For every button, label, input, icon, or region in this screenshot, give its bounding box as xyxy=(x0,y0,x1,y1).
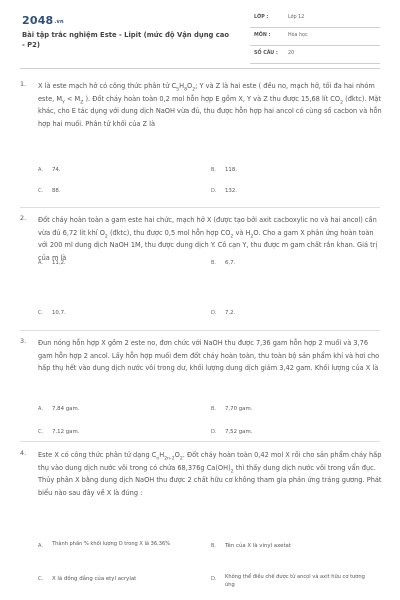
option-letter: B. xyxy=(211,260,217,266)
logo-tld: .vn xyxy=(54,19,64,25)
option-letter: C. xyxy=(38,188,44,194)
question-divider xyxy=(20,330,380,331)
question-divider xyxy=(20,207,380,208)
option-d[interactable] xyxy=(211,576,381,592)
option-text: Tên của X là vinyl axetat xyxy=(225,543,291,549)
document-title: Bài tập trắc nghiệm Este - Lipit (mức độ Vận dụng cao - P2) xyxy=(22,31,230,49)
question-text: Este X có công thức phân tử dạng $C_nH_{2n-2}O_2$. Đốt cháy hoàn toàn 0,42 mol X rồi cho sản phẩm cháy hấp thụ vào dung dịch nước vôi trong có chứa 68,376g $Ca(OH)_2$ thì thấy dung dịch nước vôi trong vẩn đục. Thủy phân X bằng dung dịch NaOH thu được 2 chất hữu cơ không tham gia phản ứng tráng gương. Phát biểu nào sau đây về X là đúng : xyxy=(38,451,382,497)
option-a[interactable] xyxy=(38,406,79,412)
option-text: 7,2. xyxy=(225,310,236,316)
option-text: 7,12 gam. xyxy=(52,429,80,435)
option-text: 11,2. xyxy=(52,260,66,266)
option-letter: C. xyxy=(38,310,44,316)
header-divider xyxy=(20,68,380,69)
option-text: 74. xyxy=(52,167,61,173)
meta-label: LỚP : xyxy=(254,15,269,20)
option-letter: A. xyxy=(38,543,43,549)
option-text: 7,52 gam. xyxy=(225,429,253,435)
option-d[interactable] xyxy=(211,310,235,316)
option-b[interactable] xyxy=(211,406,252,412)
meta-label: MÔN : xyxy=(254,33,271,38)
option-c[interactable] xyxy=(38,429,79,435)
option-text: 7,70 gam. xyxy=(225,406,253,412)
question-text: X là este mạch hở có công thức phân tử $C_5H_8O_2$; Y và Z là hai este ( đều no, mạch hở, tối đa hai nhóm este, $M_Y < M_Z$ ). Đốt cháy hoàn toàn 0,2 mol hỗn hợp E gồm X, Y và Z thu được 15,68 lít $CO_2$ (đktc). Mặt khác, cho E tác dụng với dung dịch NaOH vừa đủ, thu được hỗn hợp hai ancol có cùng số cacbon và hỗn hợp hai muối. Phân tử khối của Z là xyxy=(38,82,382,128)
question-number: 3. xyxy=(20,337,27,345)
meta-table xyxy=(250,10,380,64)
meta-value: Lớp 12 xyxy=(288,15,305,20)
question-text: Đun nóng hỗn hợp X gồm 2 este no, đơn chức với NaOH thu được 7,36 gam hỗn hợp 2 muối và 3,76 gam hỗn hợp 2 ancol. Lấy hỗn hợp muối đem đốt cháy hoàn toàn, thu toàn bộ sản phẩm khí và hơi cho hấp thụ hết vào dung dịch nước vôi trong dư, khối lượng dung dịch giảm 3,42 gam. Khối lượng của X là xyxy=(38,339,380,373)
option-letter: B. xyxy=(211,543,217,549)
meta-row-subject xyxy=(250,28,380,46)
option-letter: A. xyxy=(38,260,43,266)
option-a[interactable] xyxy=(38,260,66,266)
site-logo[interactable] xyxy=(22,14,64,27)
option-text: 88. xyxy=(52,188,61,194)
option-letter: D. xyxy=(211,310,217,316)
option-text: 10,7. xyxy=(52,310,66,316)
option-text: 132. xyxy=(225,188,238,194)
option-text: 6,7. xyxy=(225,260,236,266)
option-d[interactable] xyxy=(211,188,237,194)
option-text: X là đồng đẳng của etyl acrylat xyxy=(52,576,137,582)
option-letter: C. xyxy=(38,429,44,435)
option-letter: D. xyxy=(211,576,217,582)
option-text: 7,84 gam. xyxy=(52,406,80,412)
option-b[interactable] xyxy=(211,260,235,266)
question-text: Đốt cháy hoàn toàn a gam este hai chức, mạch hở X (được tạo bởi axit cacboxylic no và hai ancol) cần vừa đủ 6,72 lít khí $O_2$ (đktc), thu được 0,5 mol hỗn hợp $CO_2$ và $H_2O$. Cho a gam X phản ứng hoàn toàn với 200 ml dung dịch NaOH 1M, thu được dung dịch Y. Cô cạn Y, thu được m gam chất rắn khan. Giá trị của m là xyxy=(38,216,378,262)
option-a[interactable] xyxy=(38,543,203,559)
option-text: 118. xyxy=(225,167,238,173)
meta-label: SỐ CÂU : xyxy=(254,51,278,56)
question-number: 4. xyxy=(20,449,27,457)
meta-value: Hóa học xyxy=(288,33,308,38)
question-number: 1. xyxy=(20,80,27,88)
question-number: 2. xyxy=(20,214,27,222)
option-letter: A. xyxy=(38,167,43,173)
meta-value: 20 xyxy=(288,51,295,56)
question-divider xyxy=(20,441,380,442)
option-text: Thành phần % khối lượng O trong X là 36,36% xyxy=(52,541,171,547)
option-text: Không thể điều chế được từ ancol và axit hữu cơ tương ứng xyxy=(225,574,365,588)
page-header xyxy=(0,0,400,64)
option-c[interactable] xyxy=(38,310,66,316)
option-c[interactable] xyxy=(38,188,61,194)
option-b[interactable] xyxy=(211,543,291,549)
logo-text: 2048 xyxy=(22,14,54,27)
option-b[interactable] xyxy=(211,167,237,173)
option-c[interactable] xyxy=(38,576,136,582)
option-letter: B. xyxy=(211,406,217,412)
meta-row-count xyxy=(250,46,380,64)
option-letter: A. xyxy=(38,406,43,412)
option-letter: C. xyxy=(38,576,44,582)
option-d[interactable] xyxy=(211,429,252,435)
option-letter: D. xyxy=(211,188,217,194)
option-letter: B. xyxy=(211,167,217,173)
meta-row-class xyxy=(250,10,380,28)
option-a[interactable] xyxy=(38,167,61,173)
option-letter: D. xyxy=(211,429,217,435)
